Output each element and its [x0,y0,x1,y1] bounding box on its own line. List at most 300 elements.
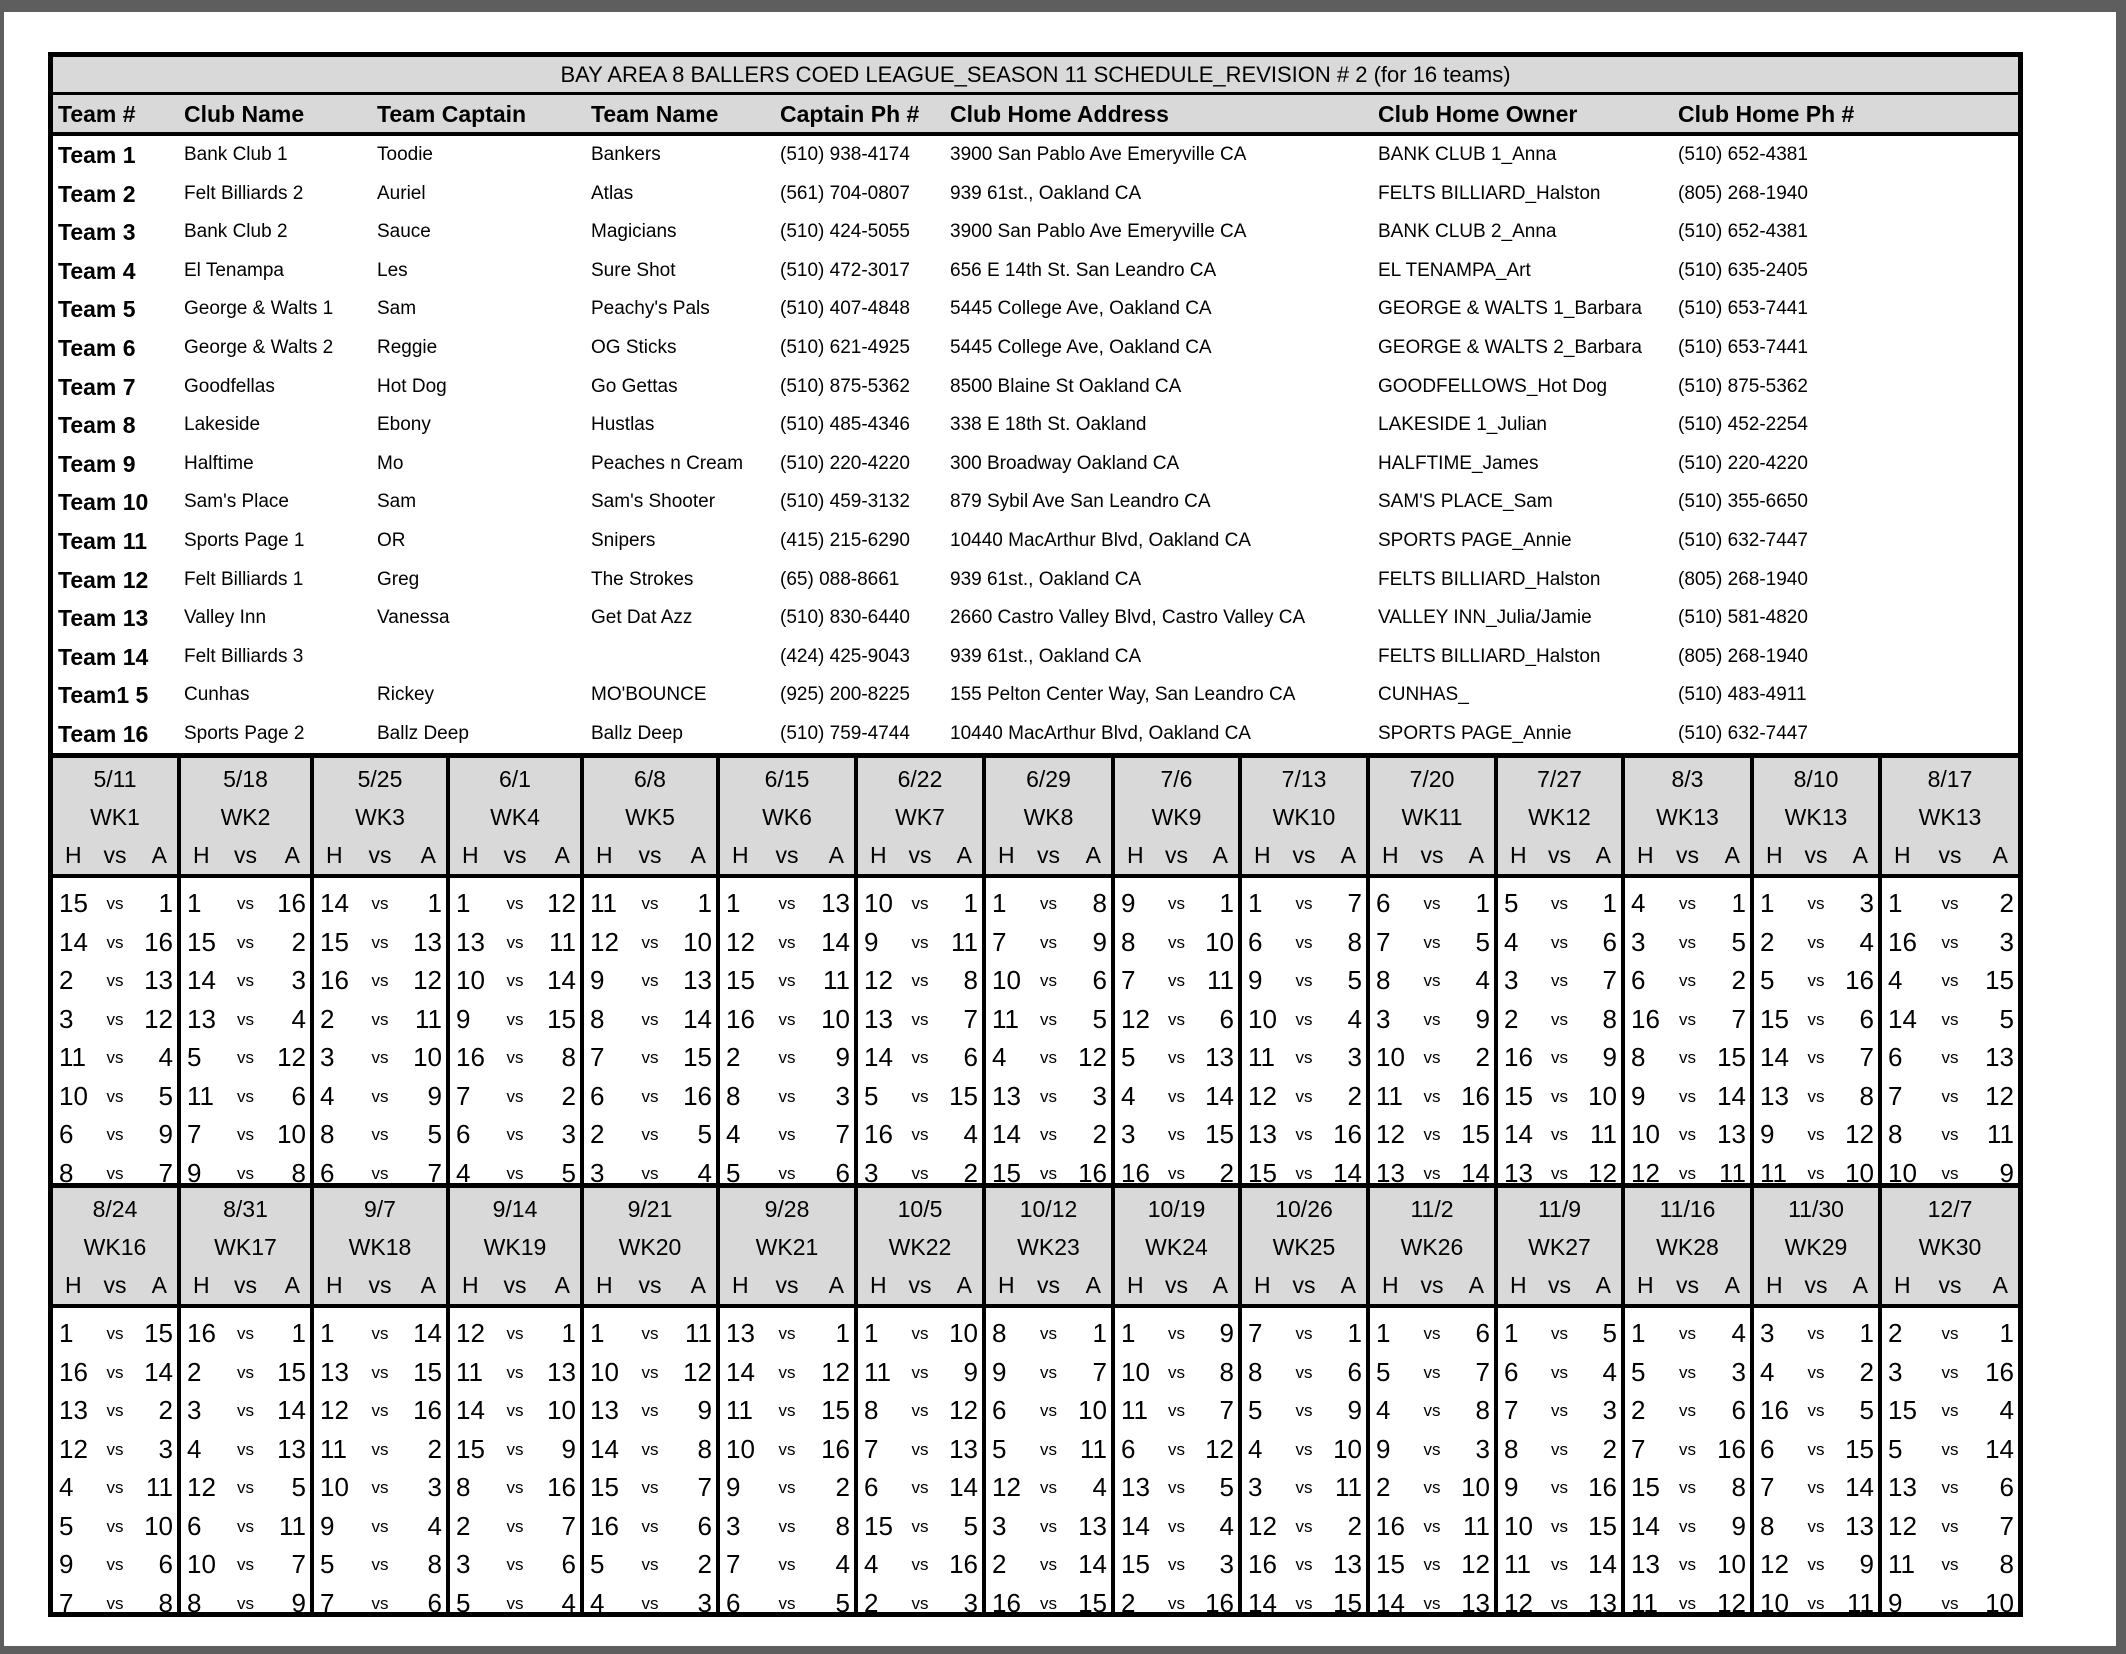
away-team: 15 [413,1356,442,1387]
home-team: 9 [1631,1080,1646,1111]
vs-text: vs [1168,1086,1185,1106]
vs-text: vs [1551,1048,1568,1067]
week-label: WK8 [1023,804,1074,830]
vs-text: vs [778,1593,796,1613]
away-team: 6 [697,1510,712,1541]
week-column [854,758,982,1188]
vs-label: vs [1938,842,1962,868]
match-row [1115,1430,1238,1469]
away-team: 3 [1347,1042,1362,1072]
away-team: 5 [1731,926,1746,957]
match-row [1370,1353,1494,1392]
match-row [858,923,982,962]
vs-text: vs [911,1125,929,1144]
home-team: 4 [1888,965,1903,995]
away-team: 2 [963,1157,978,1188]
week-date: 10/5 [897,1196,943,1222]
away-team: 9 [427,1080,442,1111]
vs-text: vs [506,1362,524,1382]
home-team: 1 [456,888,471,918]
match-row [1754,1353,1878,1392]
away-team: 15 [1078,1587,1107,1618]
vs-text: vs [371,1048,389,1067]
away-team: 1 [1092,1318,1107,1348]
vs-label: vs [503,842,527,868]
vs-text: vs [106,1048,124,1067]
away-team: 13 [1205,1042,1234,1072]
away-team: 14 [144,1356,173,1387]
week-header [1498,1188,1621,1308]
home-team: 15 [864,1510,893,1541]
match-row [1754,1314,1878,1353]
away-team: 15 [144,1318,173,1348]
schedule-block-2 [53,1183,2018,1618]
home-vs-away-header [1370,836,1494,874]
match-row [314,923,446,962]
away-team: 5 [1602,1318,1617,1348]
home-team: 3 [187,1395,202,1425]
home-team: 14 [1631,1510,1660,1541]
team-name: Ballz Deep [591,723,683,744]
vs-text: vs [1551,1324,1568,1343]
away-team: 4 [1859,926,1874,957]
away-team: 15 [1717,1042,1746,1072]
away-label: A [1340,842,1356,868]
team-number: Team 14 [58,643,149,670]
match-row [1115,1353,1238,1392]
team-captain: Les [377,259,408,281]
vs-text: vs [778,1086,796,1106]
away-team: 1 [1219,888,1234,918]
home-vs-away-header [720,1266,854,1304]
away-team: 11 [1463,1510,1490,1541]
vs-text: vs [641,1163,659,1183]
away-team: 9 [1475,1003,1490,1034]
away-team: 7 [1092,1356,1107,1387]
week-column [177,758,310,1188]
vs-label: vs [368,842,392,868]
week-label: WK26 [1400,1234,1464,1260]
vs-text: vs [1423,1516,1441,1536]
match-row [584,884,716,923]
away-team: 6 [291,1080,306,1111]
match-row [314,961,446,1000]
team-name: Atlas [591,182,634,204]
captain-phone: (510) 485-4346 [780,414,910,436]
club-name: Cunhas [184,684,250,706]
home-team: 6 [59,1119,74,1149]
home-team: 2 [992,1549,1007,1579]
match-row [858,1000,982,1039]
home-team: 14 [992,1119,1021,1149]
week-column [1621,1188,1750,1618]
away-team: 6 [158,1549,173,1579]
away-team: 16 [1205,1587,1234,1618]
match-row [1882,1468,2018,1507]
match-row [53,884,177,923]
home-team: 4 [1631,888,1646,918]
match-row [986,1077,1111,1116]
away-team: 8 [1731,1472,1746,1502]
week-date: 11/2 [1410,1196,1454,1222]
vs-text: vs [911,1593,929,1613]
vs-text: vs [1807,894,1825,913]
home-label: H [1254,1272,1271,1298]
vs-text: vs [1168,1555,1185,1574]
away-team: 8 [697,1433,712,1464]
away-team: 4 [561,1587,576,1618]
match-row [1242,1314,1366,1353]
vs-text: vs [371,1516,389,1536]
team-name: MO'BOUNCE [591,684,707,706]
vs-text: vs [1807,1163,1825,1183]
home-team: 16 [1376,1510,1405,1541]
home-label: H [193,842,210,868]
team-captain: Mo [377,452,404,474]
vs-text: vs [1423,894,1441,913]
away-team: 6 [1731,1395,1746,1425]
vs-label: vs [775,842,799,868]
home-team: 5 [1760,965,1775,995]
vs-text: vs [1168,1125,1185,1144]
home-vs-away-header [1882,1266,2018,1304]
vs-text: vs [1807,932,1825,952]
home-team: 11 [1504,1549,1531,1579]
team-number: Team 16 [58,721,149,747]
home-team: 15 [1631,1472,1660,1502]
home-team: 5 [1631,1356,1646,1387]
away-team: 16 [1588,1472,1617,1502]
away-team: 9 [963,1356,978,1387]
match-row [53,1507,177,1546]
match-row [53,1077,177,1116]
home-team: 7 [1631,1433,1646,1464]
home-label: H [596,842,613,868]
home-team: 4 [59,1472,74,1502]
week-date: 7/27 [1537,766,1582,792]
home-team: 9 [1121,888,1136,918]
match-row [986,1115,1111,1154]
club-owner: CUNHAS_ [1378,684,1469,706]
home-team: 14 [1504,1119,1533,1149]
away-team: 6 [1999,1472,2014,1502]
match-row [314,1545,446,1584]
team-number: Team 2 [58,180,136,207]
away-team: 8 [158,1587,173,1618]
away-team: 5 [1092,1003,1107,1034]
home-label: H [998,1272,1015,1298]
vs-text: vs [1807,1593,1825,1613]
home-team: 6 [187,1510,202,1541]
away-team: 7 [1859,1042,1874,1072]
week-date: 8/17 [1927,766,1973,792]
week-column [982,758,1111,1188]
home-team: 12 [59,1433,88,1464]
home-team: 4 [864,1549,879,1579]
home-vs-away-header [720,836,854,874]
vs-label: vs [638,1272,662,1298]
home-team: 10 [59,1080,88,1111]
home-team: 5 [864,1080,879,1111]
vs-text: vs [1168,1009,1185,1029]
vs-text: vs [106,1086,124,1106]
home-team: 3 [590,1157,605,1188]
away-team: 2 [158,1395,173,1425]
away-team: 7 [1475,1356,1490,1387]
vs-label: vs [1548,842,1571,868]
week-header [858,1188,982,1308]
away-label: A [554,1272,570,1298]
week-date: 8/24 [92,1196,138,1222]
home-team: 12 [1888,1510,1917,1541]
away-team: 11 [415,1003,442,1034]
home-team: 2 [1504,1003,1519,1034]
vs-text: vs [506,1125,524,1144]
home-team: 12 [1248,1510,1277,1541]
home-team: 5 [1504,888,1519,918]
home-team: 1 [864,1318,879,1348]
home-team: 2 [59,965,74,995]
vs-label: vs [1938,1272,1962,1298]
away-team: 7 [561,1510,576,1541]
vs-text: vs [1807,1009,1825,1029]
match-row [314,1391,446,1430]
vs-text: vs [1168,894,1185,913]
home-vs-away-header [1498,1266,1621,1304]
away-team: 13 [1985,1042,2014,1072]
away-team: 4 [291,1003,306,1034]
away-team: 7 [835,1119,850,1149]
club-owner: SPORTS PAGE_Annie [1378,530,1572,551]
away-team: 9 [158,1119,173,1149]
home-team: 4 [992,1042,1007,1072]
match-row [986,1314,1111,1353]
week-date: 6/15 [764,766,810,792]
home-team: 12 [1504,1587,1533,1618]
home-team: 8 [864,1395,879,1425]
team-number: Team1 5 [58,682,149,709]
match-row [181,1314,310,1353]
team-number: Team 8 [58,412,136,439]
home-team: 15 [590,1472,619,1502]
vs-text: vs [1040,1324,1057,1343]
away-team: 10 [1717,1549,1746,1579]
away-team: 1 [963,888,978,918]
home-team: 16 [187,1318,216,1348]
vs-label: vs [1165,1272,1188,1298]
week-label: WK6 [762,804,812,830]
vs-text: vs [1941,1555,1959,1574]
away-team: 10 [1461,1472,1490,1502]
home-vs-away-header [450,1266,580,1304]
home-team: 3 [1248,1472,1263,1502]
vs-text: vs [778,1516,796,1536]
match-row [53,961,177,1000]
away-team: 11 [1987,1119,2014,1149]
club-name: Halftime [184,452,254,474]
match-row [1115,923,1238,962]
match-row [1754,1391,1878,1430]
match-row [181,1038,310,1077]
away-label: A [1992,1272,2008,1298]
match-row [1115,1038,1238,1077]
team-row [53,638,2018,677]
match-row [450,961,580,1000]
home-team: 15 [1121,1549,1150,1579]
home-team: 7 [1121,965,1136,995]
vs-text: vs [371,1324,389,1343]
vs-text: vs [106,1125,124,1144]
week-header [53,1188,177,1308]
team-captain: OR [377,530,406,551]
away-team: 8 [561,1042,576,1072]
vs-text: vs [1679,1086,1696,1106]
home-team: 3 [1888,1356,1903,1387]
home-label: H [1382,1272,1399,1298]
vs-text: vs [1679,1439,1696,1459]
vs-label: vs [1037,842,1060,868]
week-column [310,758,446,1188]
week-header [181,1188,310,1308]
team-table-header [53,95,2018,136]
match-row [584,961,716,1000]
away-label: A [1992,842,2008,868]
captain-phone: (510) 459-3132 [780,491,910,513]
home-team: 6 [1760,1433,1775,1464]
home-vs-away-header [181,836,310,874]
home-team: 11 [1888,1549,1915,1579]
vs-text: vs [106,1362,124,1382]
home-team: 10 [590,1356,619,1387]
away-team: 3 [1092,1080,1107,1111]
vs-text: vs [911,1439,929,1459]
home-team: 11 [1376,1080,1403,1111]
vs-text: vs [641,1439,659,1459]
away-team: 14 [1333,1157,1362,1188]
club-phone: (510) 653-7441 [1678,298,1808,320]
away-team: 14 [821,926,850,957]
home-team: 6 [1248,926,1263,957]
home-vs-away-header [1882,836,2018,874]
vs-text: vs [1941,894,1959,913]
away-team: 2 [1475,1042,1490,1072]
match-row [1754,1038,1878,1077]
home-team: 1 [992,888,1007,918]
home-team: 2 [1121,1587,1136,1618]
vs-text: vs [1551,1516,1568,1536]
home-team: 7 [590,1042,605,1072]
match-row [1242,1000,1366,1039]
club-owner: FELTS BILLIARD_Halston [1378,645,1601,667]
home-label: H [1894,1272,1911,1298]
away-team: 14 [1845,1472,1874,1502]
vs-text: vs [371,1086,389,1106]
match-row [1754,1468,1878,1507]
vs-label: vs [908,1272,932,1298]
vs-text: vs [778,1324,796,1343]
vs-text: vs [1423,1555,1441,1574]
away-team: 11 [1335,1472,1362,1502]
home-team: 9 [1248,965,1263,995]
away-team: 12 [1078,1042,1107,1072]
vs-text: vs [1807,1324,1825,1343]
club-owner: EL TENAMPA_Art [1378,259,1531,281]
home-team: 7 [1888,1080,1903,1111]
match-row [181,1584,310,1623]
home-team: 14 [59,926,88,957]
home-team: 2 [187,1356,202,1387]
club-phone: (510) 653-7441 [1678,337,1808,358]
vs-text: vs [778,971,796,990]
home-team: 11 [320,1433,347,1464]
match-row [181,884,310,923]
home-vs-away-header [1370,1266,1494,1304]
home-team: 5 [456,1587,471,1618]
home-team: 3 [1631,926,1646,957]
team-row [53,290,2018,329]
home-team: 10 [992,965,1021,995]
home-team: 1 [1121,1318,1136,1348]
club-owner: GEORGE & WALTS 2_Barbara [1378,337,1642,358]
match-row [986,1000,1111,1039]
home-team: 10 [1376,1042,1405,1072]
match-row [986,1468,1111,1507]
vs-text: vs [911,1324,929,1343]
vs-label: vs [503,1272,527,1298]
week-date: 7/13 [1281,766,1327,792]
vs-text: vs [1168,1516,1185,1536]
home-team: 6 [1121,1433,1136,1464]
home-team: 14 [1888,1003,1917,1034]
away-team: 13 [683,965,712,995]
vs-text: vs [641,1401,659,1420]
home-label: H [870,1272,887,1298]
club-owner: LAKESIDE 1_Julian [1378,414,1547,436]
match-row [53,1314,177,1353]
vs-text: vs [1679,894,1696,913]
match-row [1370,1077,1494,1116]
team-captain: Reggie [377,337,438,358]
home-team: 15 [1248,1157,1277,1188]
away-team: 13 [949,1433,978,1464]
away-label: A [690,1272,706,1298]
vs-text: vs [1551,1125,1568,1144]
home-team: 14 [320,888,349,918]
away-team: 3 [835,1080,850,1111]
away-team: 13 [821,888,850,918]
home-team: 6 [320,1157,335,1188]
captain-phone: (424) 425-9043 [780,645,910,667]
match-row [1625,1507,1750,1546]
vs-text: vs [1679,1163,1696,1183]
home-team: 13 [1248,1119,1277,1149]
away-team: 5 [427,1119,442,1149]
vs-text: vs [1040,1048,1057,1067]
away-team: 8 [291,1157,306,1188]
team-row [53,599,2018,638]
home-team: 5 [1376,1356,1391,1387]
home-vs-away-header [858,1266,982,1304]
week-date: 9/21 [627,1196,673,1222]
club-name: George & Walts 2 [184,337,334,358]
away-team: 6 [963,1042,978,1072]
home-team: 13 [726,1318,755,1348]
week-label: WK13 [1918,804,1982,830]
away-team: 3 [1475,1433,1490,1464]
week-header [1625,1188,1750,1308]
match-row [181,1507,310,1546]
team-captain: Sam [377,491,417,513]
